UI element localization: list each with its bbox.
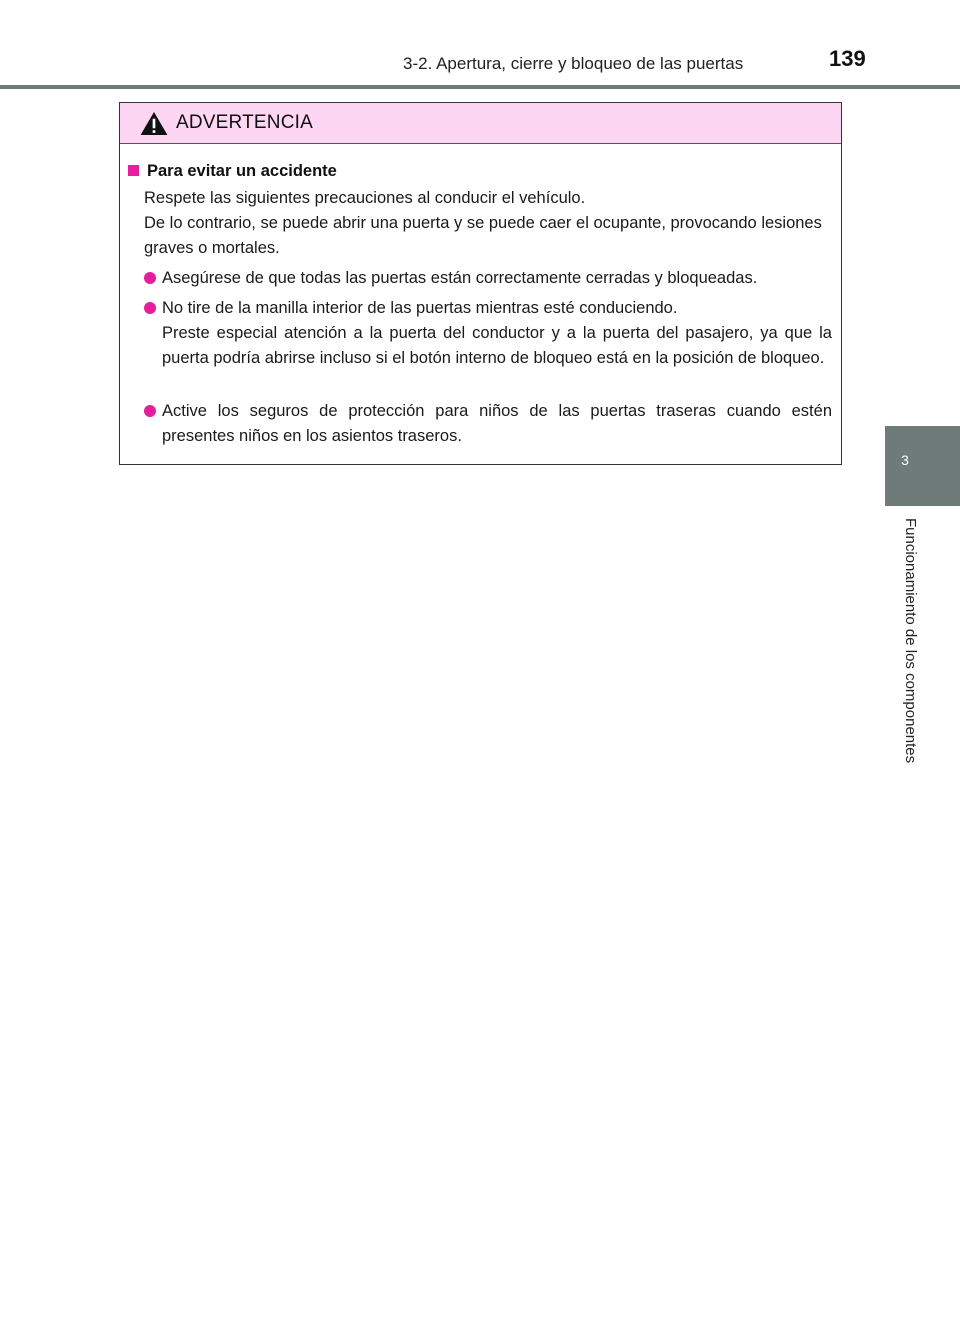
round-bullet-icon (144, 272, 156, 284)
section-heading-text: Para evitar un accidente (147, 162, 337, 180)
warning-header (120, 103, 841, 144)
warning-triangle-icon (139, 111, 169, 136)
list-item (144, 296, 832, 371)
square-bullet-icon (128, 165, 139, 176)
running-header: 3-2. Apertura, cierre y bloqueo de las puertas (403, 54, 744, 73)
round-bullet-icon (144, 405, 156, 417)
list-item-text: Preste especial atención a la puerta del conductor y a la puerta del pasajero, ya que la puerta podría abrirse incluso si el botón interno de bloqueo está en la posición de bloqueo. (162, 324, 832, 367)
intro-line: De lo contrario, se puede abrir una puerta y se puede caer el ocupante, provocando lesiones graves o mortales. (144, 214, 822, 257)
chapter-number: 3 (901, 452, 909, 468)
list-item-text: No tire de la manilla interior de las puertas mientras esté conduciendo. (162, 299, 678, 317)
warning-box (119, 102, 842, 465)
intro-paragraph (144, 186, 832, 261)
list-item-text: Active los seguros de protección para niños de las puertas traseras cuando estén presentes niños en los asientos traseros. (162, 402, 832, 445)
round-bullet-icon (144, 302, 156, 314)
header-divider (0, 85, 960, 89)
intro-line: Respete las siguientes precauciones al conducir el vehículo. (144, 189, 586, 207)
list-item-text: Asegúrese de que todas las puertas están correctamente cerradas y bloqueadas. (162, 269, 758, 287)
list-item (144, 266, 832, 291)
page-number: 139 (829, 46, 866, 71)
chapter-label: Funcionamiento de los componentes (902, 518, 919, 764)
warning-body (120, 144, 841, 464)
warning-title: ADVERTENCIA (176, 112, 313, 133)
list-item (144, 399, 832, 449)
section-heading (128, 159, 337, 184)
chapter-tab (885, 426, 960, 506)
